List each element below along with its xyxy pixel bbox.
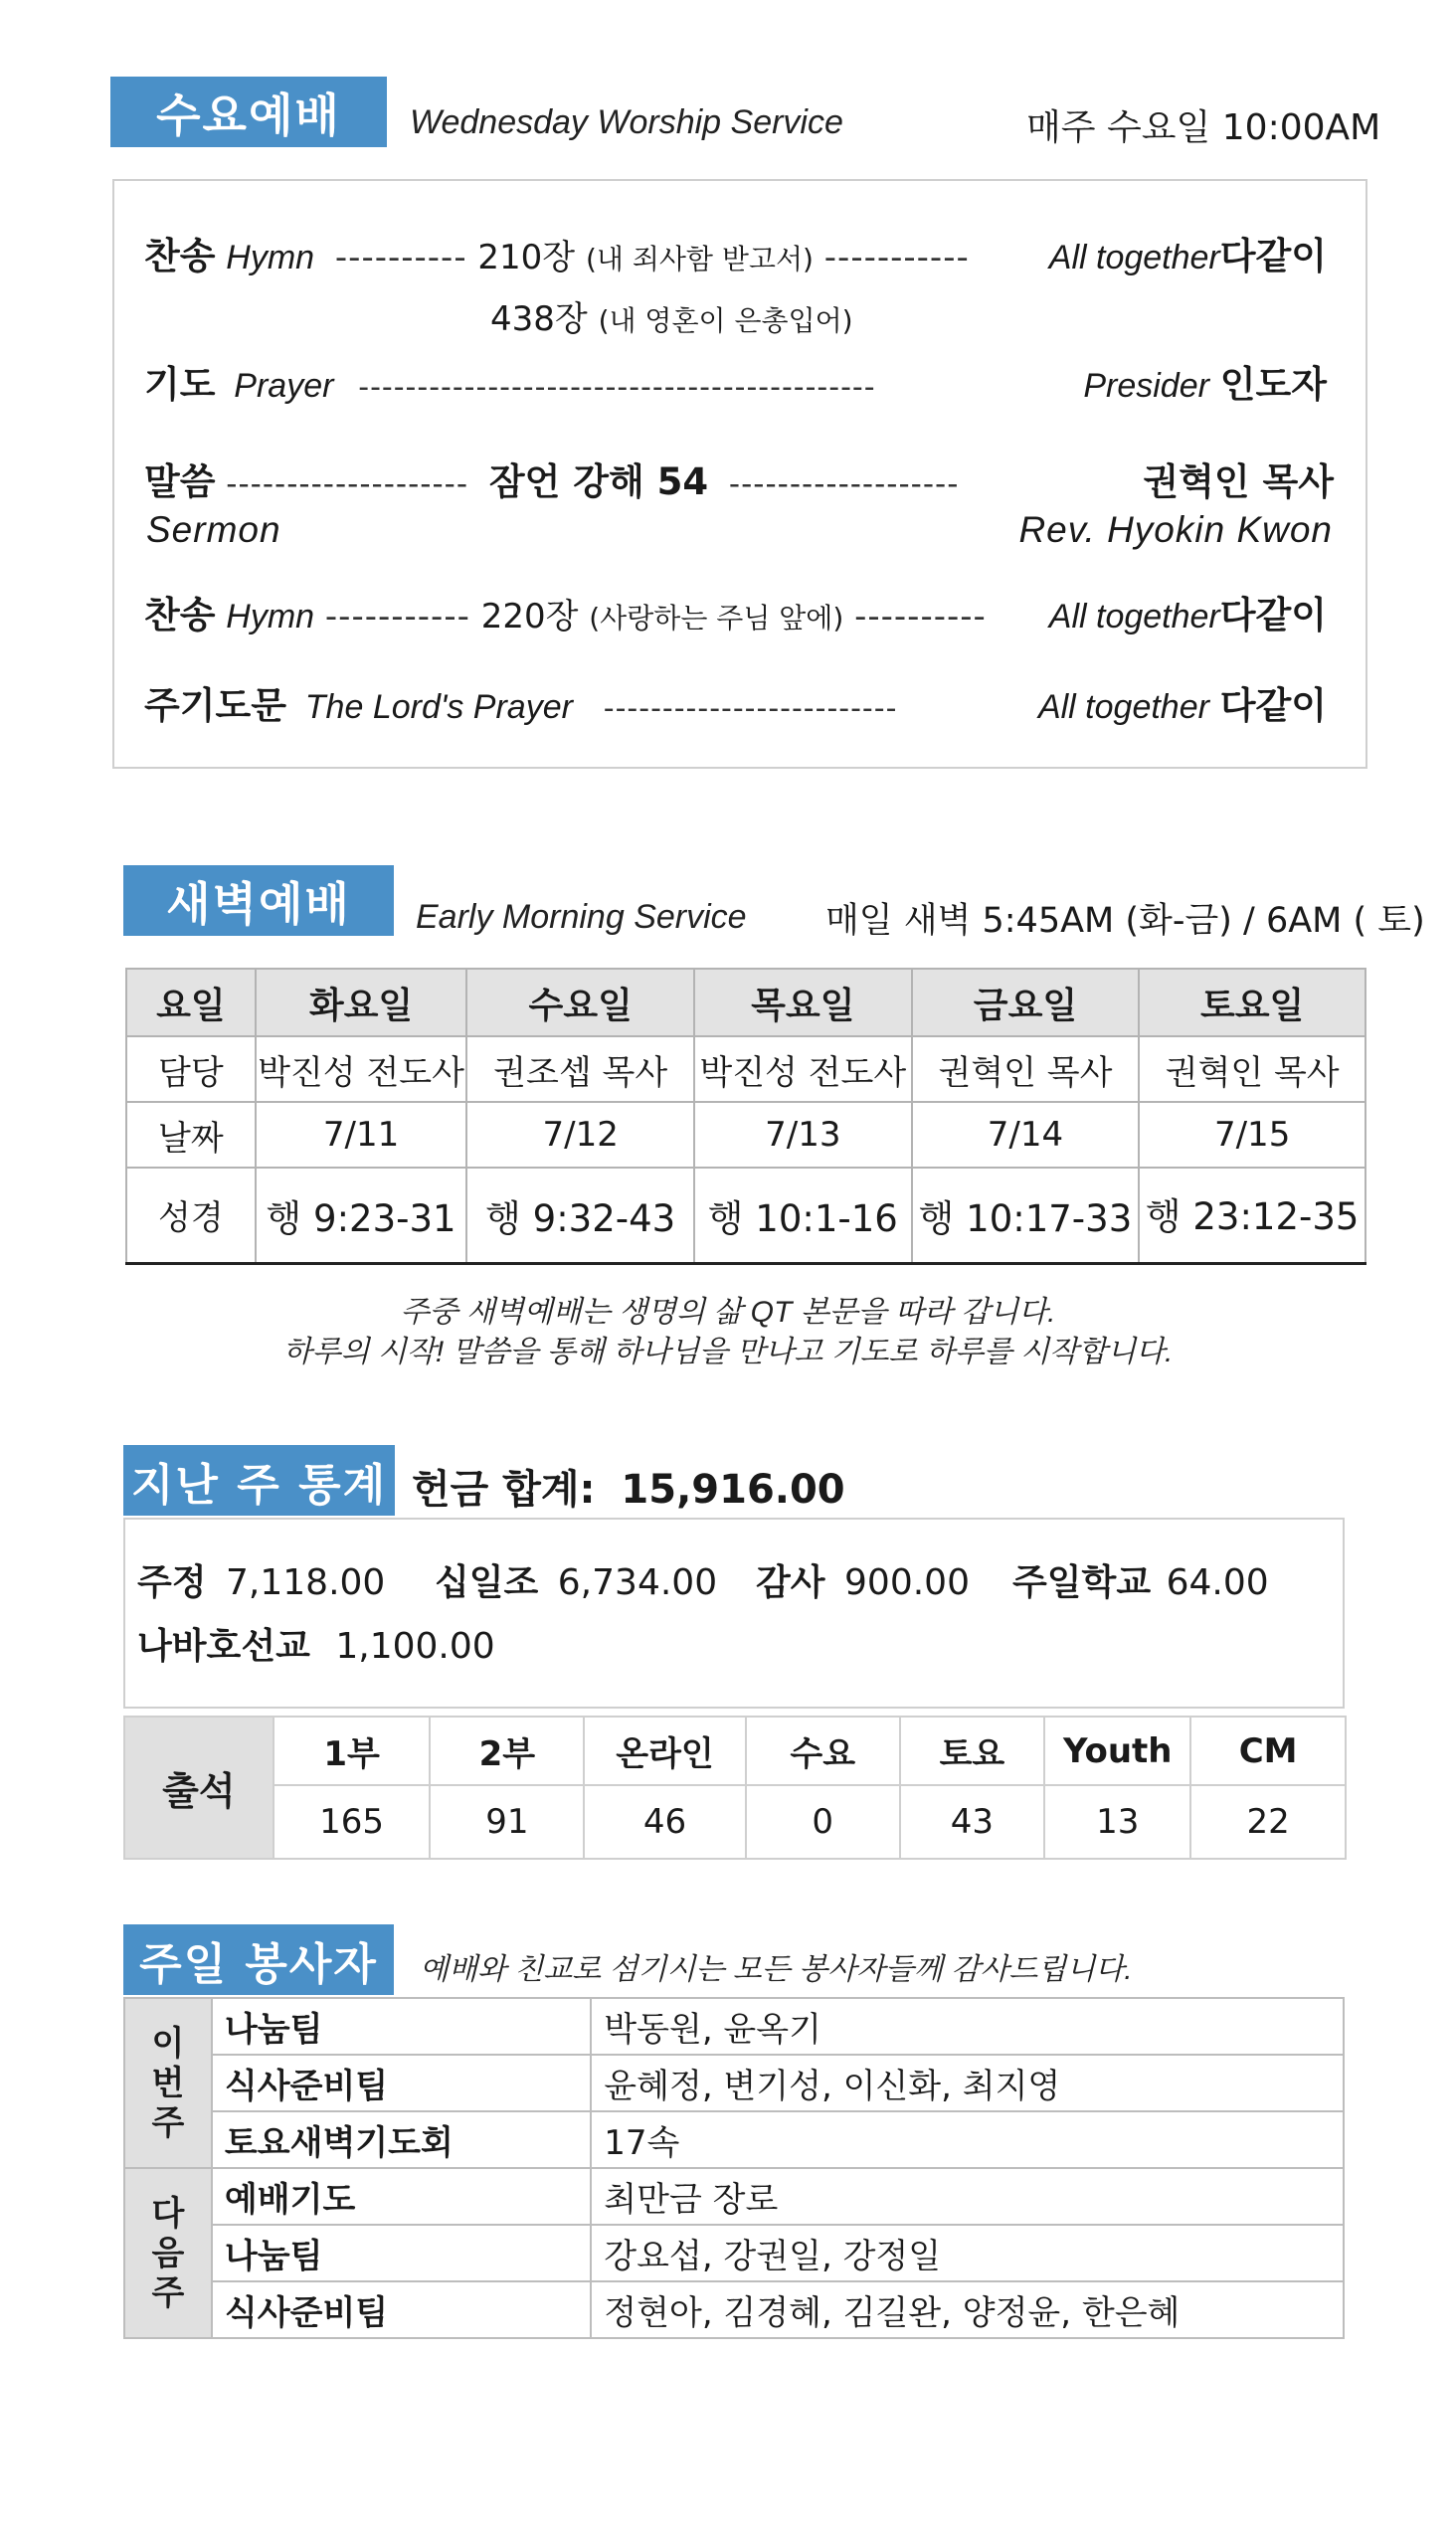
- offering-label: 주정: [137, 1562, 207, 1603]
- hymn2-num: 220장: [480, 597, 579, 636]
- attendance-value-row: [124, 1785, 1346, 1859]
- hymn2-who-en: All together: [1048, 598, 1220, 635]
- attendance-header: Youth: [1044, 1717, 1190, 1785]
- sermon-who-en: Rev. Hyokin Kwon: [1018, 509, 1333, 550]
- early-header: 토요일: [1139, 969, 1365, 1036]
- hymn1-ko: 찬송: [144, 235, 216, 277]
- prayer-row: [144, 354, 876, 408]
- attendance-value: 165: [273, 1785, 431, 1859]
- sermon-who-ko: 권혁인 목사: [1143, 460, 1334, 503]
- hymn2-en: Hymn: [226, 598, 315, 635]
- early-cell: 박진성 전도사: [694, 1036, 912, 1102]
- hymn1-dash1: ----------: [334, 238, 467, 277]
- attendance-header: 1부: [273, 1717, 431, 1785]
- early-cell: 권혁인 목사: [1139, 1036, 1365, 1102]
- volunteers-table: [123, 1997, 1345, 2339]
- attendance-value: 22: [1190, 1785, 1346, 1859]
- hymn1-note: (내 죄사함 받고서): [585, 243, 814, 275]
- next-week-label: [124, 2168, 212, 2338]
- prayer-who-ko: 인도자: [1219, 363, 1327, 406]
- attendance-value: 0: [746, 1785, 900, 1859]
- early-cell: 7/15: [1139, 1102, 1365, 1168]
- offering-row-1: [137, 1554, 385, 1605]
- attendance-value: 46: [584, 1785, 746, 1859]
- offering-total-value: 15,916.00: [621, 1467, 845, 1513]
- hymn2-note: (사랑하는 주님 앞에): [589, 602, 844, 634]
- prayer-ko: 기도: [144, 363, 216, 406]
- early-cell: 행 9:23-31: [256, 1168, 467, 1263]
- volunteer-names: 정현아, 김경혜, 김길완, 양정윤, 한은혜: [591, 2281, 1344, 2338]
- sermon-dash1: --------------------: [226, 466, 469, 502]
- volunteer-names: 최만금 장로: [591, 2168, 1344, 2225]
- early-cell: 행 23:12-35: [1139, 1168, 1365, 1263]
- early-header: 수요일: [466, 969, 694, 1036]
- early-cell: 권조셉 목사: [466, 1036, 694, 1102]
- lords-ko: 주기도문: [144, 684, 286, 727]
- early-header: 목요일: [694, 969, 912, 1036]
- offering-label: 십일조: [435, 1562, 539, 1603]
- early-schedule-table: [125, 968, 1366, 1265]
- early-subtitle: Early Morning Service: [416, 898, 747, 936]
- hymn2-who: [1049, 585, 1327, 638]
- hymn1-row: [144, 226, 970, 279]
- volunteer-row: [124, 2055, 1344, 2111]
- early-time: 매일 새벽 5:45AM (화-금) / 6AM ( 토): [825, 901, 1425, 941]
- attendance-value: 43: [900, 1785, 1045, 1859]
- attendance-header: 수요: [746, 1717, 900, 1785]
- prayer-who-en: Presider: [1083, 367, 1209, 405]
- volunteer-role: 나눔팀: [212, 1998, 591, 2055]
- hymn2-ko: 찬송: [144, 594, 216, 636]
- next-week-text: 다음주: [151, 2193, 185, 2313]
- wednesday-time: 매주 수요일 10:00AM: [1026, 107, 1381, 148]
- volunteer-names: 17속: [591, 2111, 1344, 2168]
- attendance-header: 토요: [900, 1717, 1045, 1785]
- this-week-text: 이번주: [151, 2023, 185, 2143]
- offering-value: 1,100.00: [335, 1626, 495, 1667]
- volunteers-subtitle: 예배와 친교로 섬기시는 모든 봉사자들께 감사드립니다.: [420, 1953, 1133, 1986]
- hymn1-note2: (내 영혼이 은총입어): [598, 304, 853, 337]
- attendance-header: 온라인: [584, 1717, 746, 1785]
- volunteers-tag: 주일 봉사자: [123, 1924, 394, 1995]
- early-tag: 새벽예배: [123, 865, 394, 936]
- this-week-label: [124, 1998, 212, 2168]
- early-date-row: [126, 1102, 1365, 1168]
- volunteer-role: 예배기도: [212, 2168, 591, 2225]
- lords-dash: -------------------------: [603, 691, 898, 726]
- volunteer-row: [124, 1998, 1344, 2055]
- hymn2-row: [144, 585, 987, 638]
- lords-who: [1038, 675, 1327, 729]
- offering-value: 7,118.00: [226, 1562, 386, 1603]
- attendance-table: [123, 1716, 1347, 1860]
- hymn1-who-ko: 다같이: [1219, 235, 1327, 277]
- prayer-dash: --------------------------------------------: [358, 370, 876, 405]
- lords-who-en: All together: [1037, 688, 1209, 726]
- wednesday-subtitle: Wednesday Worship Service: [410, 103, 843, 141]
- volunteer-row: [124, 2281, 1344, 2338]
- early-cell: 담당: [126, 1036, 256, 1102]
- early-header: 화요일: [256, 969, 467, 1036]
- offering-box: [123, 1518, 1345, 1709]
- prayer-en: Prayer: [234, 367, 334, 405]
- stats-tag: 지난 주 통계: [123, 1445, 395, 1516]
- early-cell: 행 10:17-33: [912, 1168, 1140, 1263]
- attendance-label: 출석: [124, 1717, 273, 1859]
- volunteer-role: 식사준비팀: [212, 2055, 591, 2111]
- volunteer-row: [124, 2111, 1344, 2168]
- offering-value: 64.00: [1166, 1562, 1269, 1603]
- hymn2-who-ko: 다같이: [1219, 594, 1327, 636]
- attendance-header-row: [124, 1717, 1346, 1785]
- hymn1-dash2: -----------: [823, 238, 970, 277]
- offering-value: 900.00: [844, 1562, 970, 1603]
- early-cell: 7/12: [466, 1102, 694, 1168]
- hymn1-second-row: [490, 291, 853, 340]
- offering-label: 감사: [756, 1562, 825, 1603]
- hymn1-who: [1049, 226, 1327, 279]
- attendance-header: 2부: [430, 1717, 584, 1785]
- volunteer-role: 나눔팀: [212, 2225, 591, 2281]
- prayer-who: [1083, 354, 1327, 408]
- offering-row-5: [137, 1618, 495, 1669]
- early-cell: 박진성 전도사: [256, 1036, 467, 1102]
- early-cell: 행 9:32-43: [466, 1168, 694, 1263]
- sermon-ko: 말씀: [144, 460, 216, 503]
- volunteer-row: [124, 2225, 1344, 2281]
- offering-row-3: [756, 1554, 970, 1605]
- attendance-value: 91: [430, 1785, 584, 1859]
- offering-total-label: 헌금 합계:: [412, 1467, 596, 1513]
- hymn1-num: 210장: [477, 238, 576, 277]
- wednesday-tag: 수요예배: [110, 77, 387, 147]
- early-leader-row: [126, 1036, 1365, 1102]
- attendance-value: 13: [1044, 1785, 1190, 1859]
- hymn1-who-en: All together: [1048, 239, 1220, 276]
- hymn2-dash1: -----------: [324, 597, 470, 636]
- volunteer-names: 박동원, 윤옥기: [591, 1998, 1344, 2055]
- offering-row-2: [435, 1554, 717, 1605]
- offering-label: 나바호선교: [137, 1626, 310, 1667]
- offering-value: 6,734.00: [557, 1562, 718, 1603]
- early-scripture-row: [126, 1168, 1365, 1263]
- hymn1-en: Hymn: [226, 239, 315, 276]
- sermon-dash2: -------------------: [728, 466, 960, 502]
- sermon-title: 잠언 강해 54: [488, 460, 709, 503]
- early-cell: 7/14: [912, 1102, 1140, 1168]
- sermon-en: Sermon: [146, 509, 281, 550]
- sermon-row: [144, 452, 959, 505]
- lords-who-ko: 다같이: [1219, 684, 1327, 727]
- hymn1-num2: 438장: [490, 299, 588, 339]
- volunteer-role: 식사준비팀: [212, 2281, 591, 2338]
- offering-row-4: [1012, 1554, 1269, 1605]
- early-note-2: 하루의 시작! 말씀을 통해 하나님을 만나고 기도로 하루를 시작합니다.: [282, 1336, 1174, 1368]
- volunteer-names: 윤혜정, 변기성, 이신화, 최지영: [591, 2055, 1344, 2111]
- volunteer-names: 강요섭, 강권일, 강정일: [591, 2225, 1344, 2281]
- volunteer-role: 토요새벽기도회: [212, 2111, 591, 2168]
- early-header: 금요일: [912, 969, 1140, 1036]
- early-cell: 성경: [126, 1168, 256, 1263]
- offering-label: 주일학교: [1012, 1562, 1152, 1603]
- early-header-row: [126, 969, 1365, 1036]
- hymn2-dash2: ----------: [854, 597, 987, 636]
- early-cell: 행 10:1-16: [694, 1168, 912, 1263]
- offering-total: [412, 1458, 845, 1515]
- attendance-header: CM: [1190, 1717, 1346, 1785]
- early-note-1: 주중 새벽예배는 생명의 삶 QT 본문을 따라 갑니다.: [400, 1296, 1056, 1329]
- early-cell: 7/13: [694, 1102, 912, 1168]
- early-header: 요일: [126, 969, 256, 1036]
- early-cell: 권혁인 목사: [912, 1036, 1140, 1102]
- lords-en: The Lord's Prayer: [304, 688, 573, 726]
- early-cell: 7/11: [256, 1102, 467, 1168]
- early-cell: 날짜: [126, 1102, 256, 1168]
- lords-prayer-row: [144, 675, 897, 729]
- volunteer-row: [124, 2168, 1344, 2225]
